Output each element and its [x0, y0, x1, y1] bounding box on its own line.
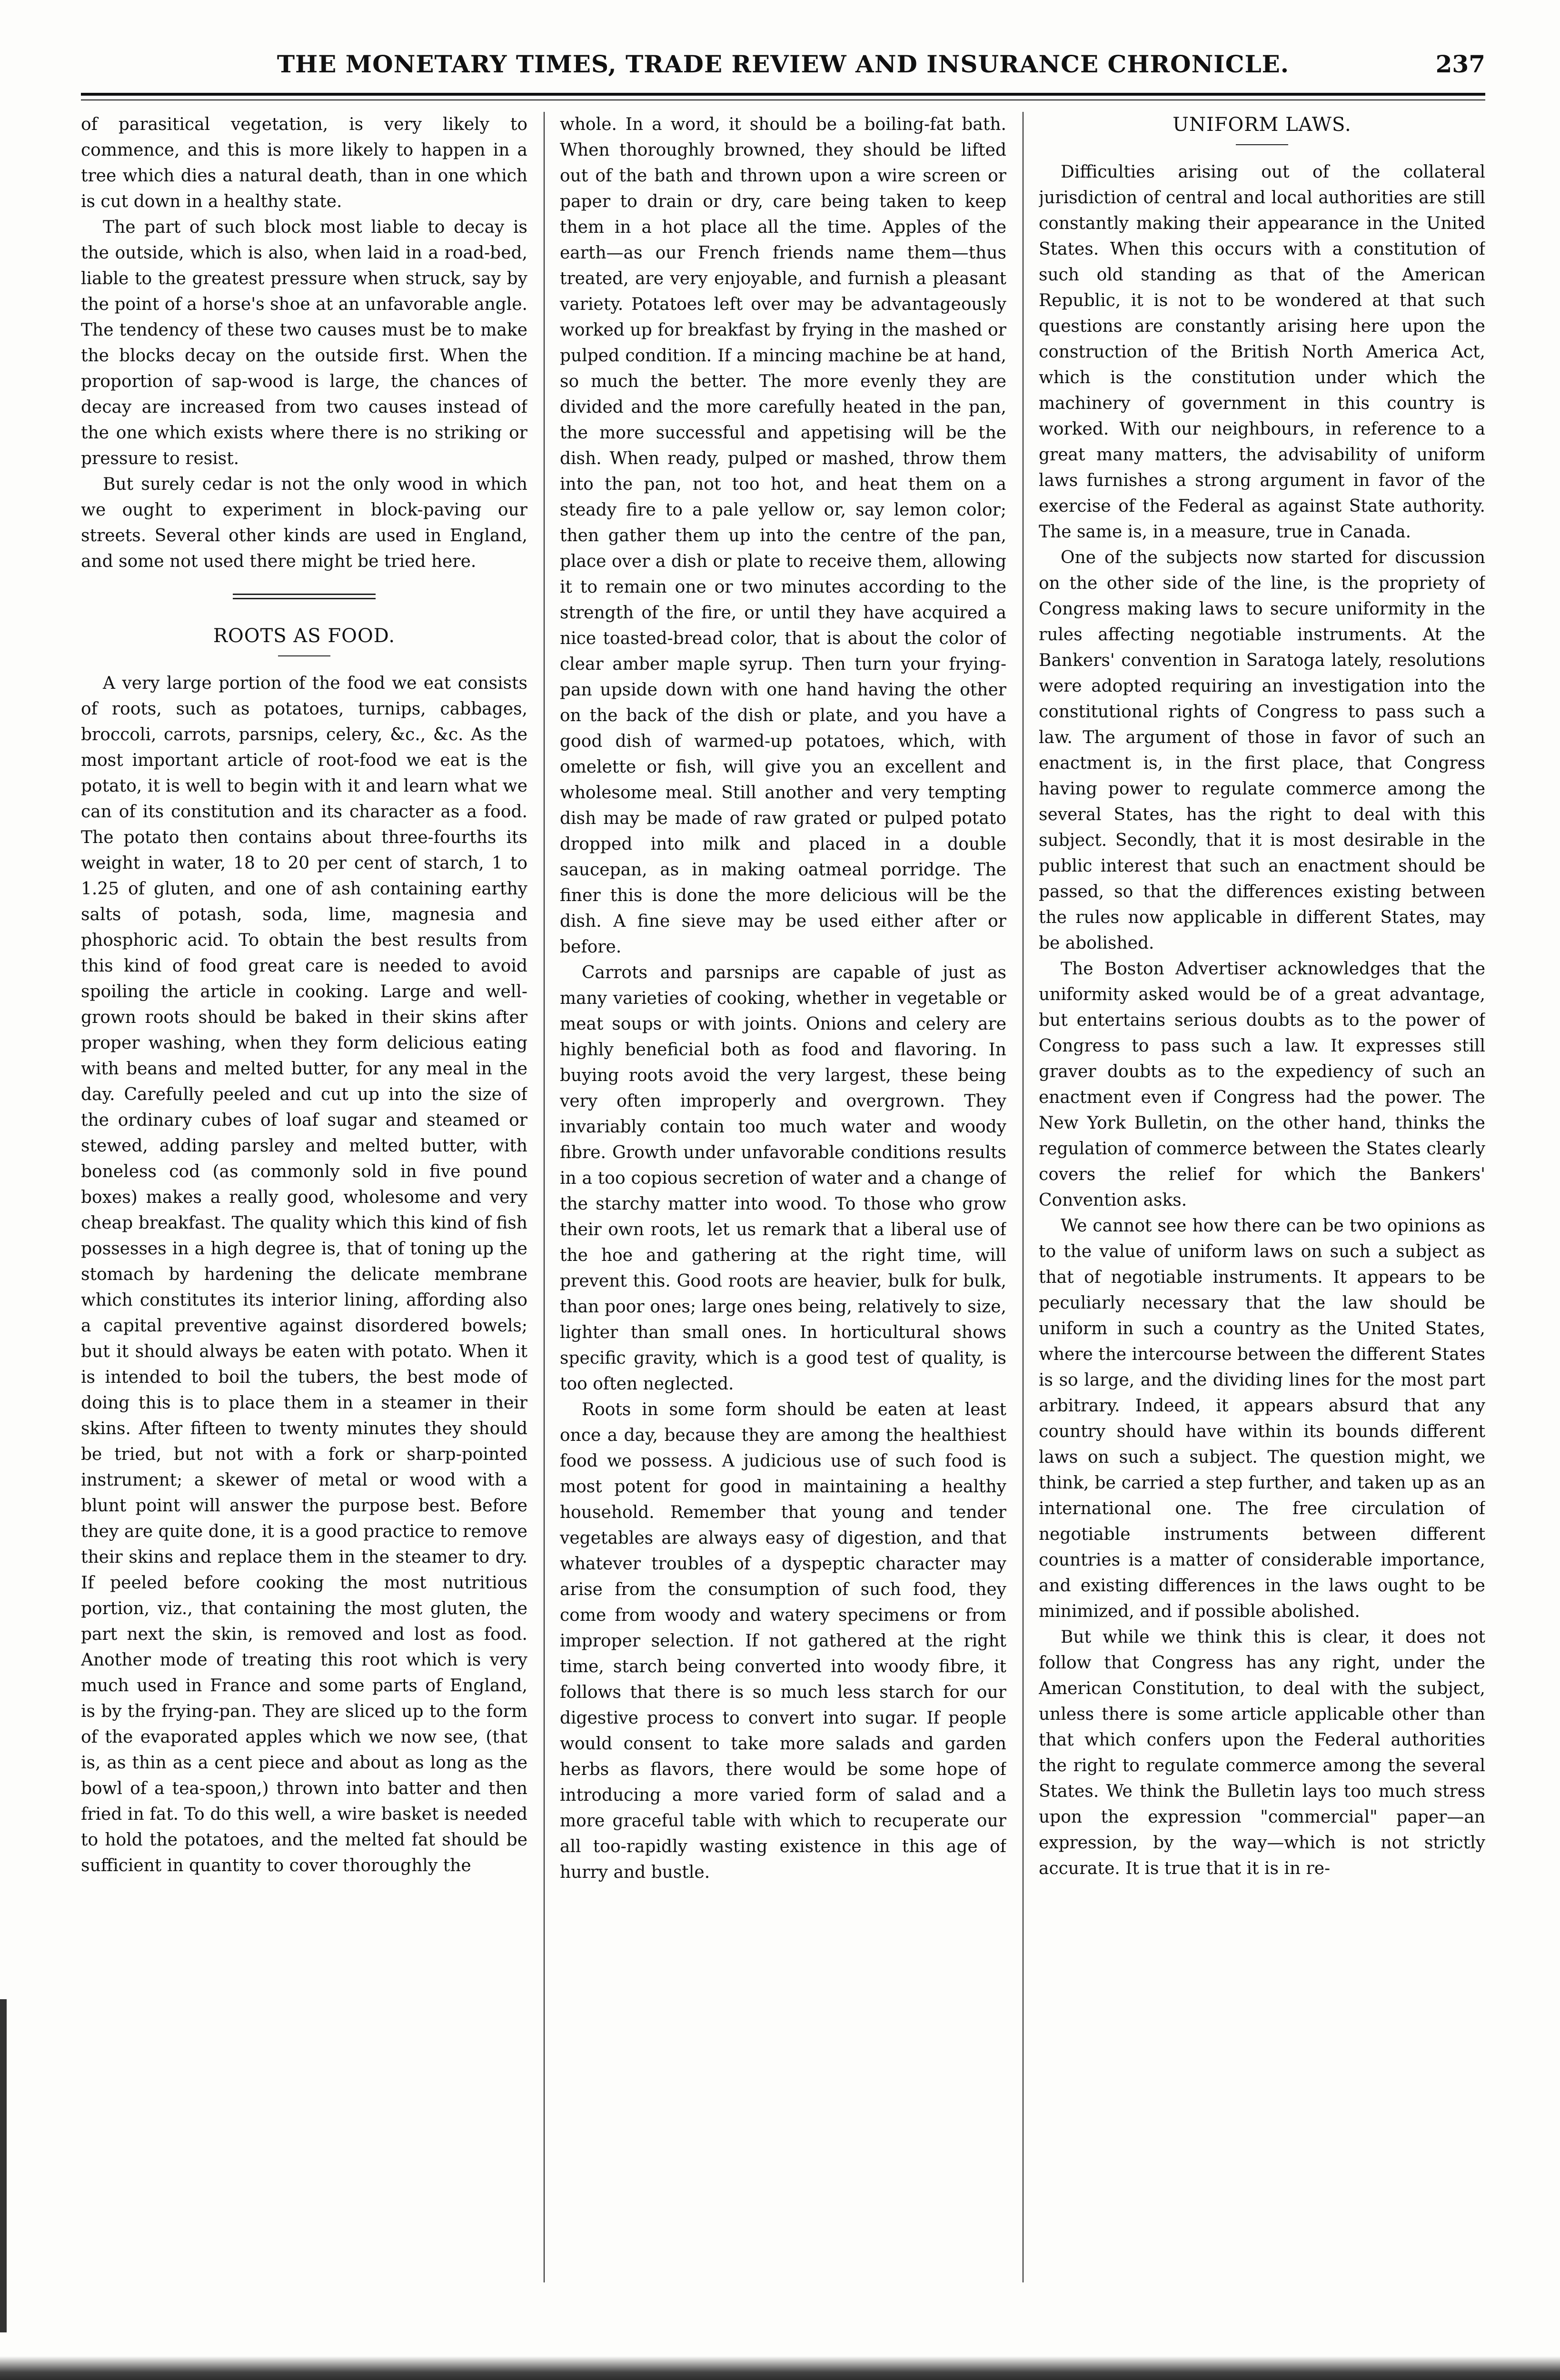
heading-rule — [1236, 144, 1288, 145]
article-heading-roots-as-food: ROOTS AS FOOD. — [213, 625, 396, 647]
paragraph: One of the subjects now started for discussion on the other side of the line, is the propriety of Congress making laws to secure uniformity in the rules affecting negotiable instruments. At the Bankers' convention in Saratoga lately, resolutions were adopted requiring an investigation into the constitutional rights of Congress to pass such a law. The argument of those in favor of such an enactment is, in the first place, that Congress having power to regulate commerce among the several States, has the right to deal with this subject. Secondly, that it is most desirable in the public interest that such an enactment should be passed, so that the differences existing between the rules now applicable in different States, may be abolished. — [1039, 548, 1485, 953]
column-1 — [81, 112, 527, 2330]
paragraph: Difficulties arising out of the collateral jurisdiction of central and local authorities are still constantly making their appearance in the United States. When this occurs with a constitution of such old standing as that of the American Republic, it is not to be wondered at that such questions are constantly arising here upon the construction of the British North America Act, which is the constitution under which the machinery of government in this country is worked. With our neighbours, in reference to a great many matters, the advisability of uniform laws furnishes a strong argument in favor of the exercise of the Federal as against State authority. The same is, in a measure, true in Canada. — [1039, 162, 1485, 542]
page-edge-shadow — [0, 1999, 7, 2332]
publication-title: THE MONETARY TIMES, TRADE REVIEW AND INSURANCE CHRONICLE. — [277, 50, 1290, 78]
paragraph: A very large portion of the food we eat consists of roots, such as potatoes, turnips, cabbages, broccoli, carrots, parsnips, celery, &c., &c. As the most important article of root-food we eat is the potato, it is well to begin with it and learn what we can of its constitution and its character as a food. The potato then contains about three-fourths its weight in water, 18 to 20 per cent of starch, 1 to 1.25 of gluten, and one of ash containing earthy salts of potash, soda, lime, magnesia and phosphoric acid. To obtain the best results from this kind of food great care is needed to avoid spoiling the article in cooking. Large and well-grown roots should be baked in their skins after proper washing, when they form delicious eating with beans and melted butter, for any meal in the day. Carefully peeled and cut up into the size of the ordinary cubes of loaf sugar and steamed or stewed, adding parsley and melted butter, with boneless cod (as commonly sold in five pound boxes) makes a really good, wholesome and very cheap breakfast. The quality which this kind of fish possesses in a high degree is, that of toning up the stomach by hardening the delicate membrane which constitutes its interior lining, affording also a capital preventive against disordered bowels; but it should always be eaten with potato. When it is intended to boil the tubers, the best mode of doing this is to place them in a steamer in their skins. After fifteen to twenty minutes they should be tried, but not with a fork or sharp-pointed instrument; a skewer of metal or wood with a blunt point will answer the purpose best. Before they are quite done, it is a good practice to remove their skins and replace them in the steamer to dry. If peeled before cooking the most nutritious portion, viz., that containing the most gluten, the part next the skin, is removed and lost as food. Another mode of treating this root which is very much used in France and some parts of England, is by the frying-pan. They are sliced up to the form of the evaporated apples which we now see, (that is, as thin as a cent piece and about as long as the bowl of a tea-spoon,) thrown into batter and then fried in fat. To do this well, a wire basket is needed to hold the potatoes, and the melted fat should be sufficient in quantity to cover thoroughly the — [81, 674, 527, 1875]
column-2 — [560, 112, 1006, 2330]
paragraph: We cannot see how there can be two opinions as to the value of uniform laws on such a subject as that of negotiable instruments. It appears to be peculiarly necessary that the law should be uniform in such a country as the United States, where the intercourse between the different States is so large, and the dividing lines for the most part arbitrary. Indeed, it appears absurd that any country should have within its bounds different laws on such a subject. The question might, we think, be carried a step further, and taken up as an international one. The free circulation of negotiable instruments between different countries is a matter of considerable importance, and existing differences in the laws ought to be minimized, and if possible abolished. — [1039, 1216, 1485, 1621]
paragraph: whole. In a word, it should be a boiling-fat bath. When thoroughly browned, they should be lifted out of the bath and thrown upon a wire screen or paper to drain or dry, care being taken to keep them in a hot place all the time. Apples of the earth—as our French friends name them—thus treated, are very enjoyable, and furnish a pleasant variety. Potatoes left over may be advantageously worked up for breakfast by frying in the mashed or pulped condition. If a mincing machine be at hand, so much the better. The more evenly they are divided and the more carefully heated in the pan, the more successful and appetising will be the dish. When ready, pulped or mashed, throw them into the pan, not too hot, and heat them on a steady fire to a pale yellow or, say lemon color; then gather them up into the centre of the pan, place over a dish or plate to receive them, allowing it to remain one or two minutes according to the strength of the fire, or until they have acquired a nice toasted-bread color, that is about the color of clear amber maple syrup. Then turn your frying-pan upside down with one hand having the other on the back of the dish or plate, and you have a good dish of warmed-up potatoes, which, with omelette or fish, will give you an excellent and wholesome meal. Still another and very tempting dish may be made of raw grated or pulped potato dropped into milk and placed in a double saucepan, as in making oatmeal porridge. The finer this is done the more delicious will be the dish. A fine sieve may be used either after or before. — [560, 115, 1006, 957]
paragraph: The part of such block most liable to decay is the outside, which is also, when laid in a road-bed, liable to the greatest pressure when struck, say by the point of a horse's shoe at an unfavorable angle. The tendency of these two causes must be to make the blocks decay on the outside first. When the proportion of sap-wood is large, the chances of decay are increased from two causes instead of the one which exists where there is no striking or pressure to resist. — [81, 218, 527, 468]
page-number: 237 — [1435, 50, 1485, 78]
newspaper-page — [81, 45, 1485, 2340]
scan-bottom-shadow — [0, 2356, 1560, 2380]
column-rule-1 — [544, 112, 545, 2282]
paragraph: The Boston Advertiser acknowledges that the uniformity asked would be of a great advantage, but entertains serious doubts as to the power of Congress to pass such a law. It expresses still graver doubts as to the expediency of such an enactment even if Congress had the power. The New York Bulletin, on the other hand, thinks the regulation of commerce between the States clearly covers the relief for which the Bankers' Convention asks. — [1039, 959, 1485, 1210]
section-divider — [233, 594, 376, 599]
paragraph: Roots in some form should be eaten at least once a day, because they are among the healthiest food we possess. A judicious use of such food is most potent for good in maintaining a healthy household. Remember that young and tender vegetables are always easy of digestion, and that whatever troubles of a dyspeptic character may arise from the consumption of such food, they come from woody and watery specimens or from improper selection. If not gathered at the right time, starch being converted into woody fibre, it follows that there is so much less starch for our digestive process to convert into sugar. If people would consent to take more salads and garden herbs as flavors, there would be some hope of introducing a more varied form of salad and a more graceful table with which to recuperate our all too-rapidly wasting existence in this age of hurry and bustle. — [560, 1400, 1006, 1882]
article-heading-uniform-laws: UNIFORM LAWS. — [1172, 114, 1351, 136]
paragraph: of parasitical vegetation, is very likely to commence, and this is more likely to happen in a tree which dies a natural death, than in one which is cut down in a healthy state. — [81, 115, 527, 211]
header-rule-thin — [81, 99, 1485, 100]
article-columns — [81, 112, 1485, 2330]
column-3 — [1039, 112, 1485, 2330]
header-rule-thick — [81, 93, 1485, 96]
paragraph: But while we think this is clear, it does not follow that Congress has any right, under the American Constitution, to deal with the subject, unless there is some article applicable other than that which confers upon the Federal authorities the right to regulate commerce among the several States. We think the Bulletin lays too much stress upon the expression "commercial" paper—an expression, by the way—which is not strictly accurate. It is true that it is in re- — [1039, 1627, 1485, 1878]
paragraph: Carrots and parsnips are capable of just as many varieties of cooking, whether in vegetable or meat soups or with joints. Onions and celery are highly beneficial both as food and flavoring. In buying roots avoid the very largest, these being very often improperly and overgrown. They invariably contain too much water and woody fibre. Growth under unfavorable conditions results in a too copious secretion of water and a change of the starchy matter into wood. To those who grow their own roots, let us remark that a liberal use of the hoe and gathering at the right time, will prevent this. Good roots are heavier, bulk for bulk, than poor ones; large ones being, relatively to size, lighter than small ones. In horticultural shows specific gravity, which is a good test of quality, is too often neglected. — [560, 963, 1006, 1394]
running-head — [81, 45, 1485, 88]
paragraph: But surely cedar is not the only wood in which we ought to experiment in block-paving our streets. Several other kinds are used in England, and some not used there might be tried here. — [81, 475, 527, 571]
heading-rule — [278, 655, 330, 656]
